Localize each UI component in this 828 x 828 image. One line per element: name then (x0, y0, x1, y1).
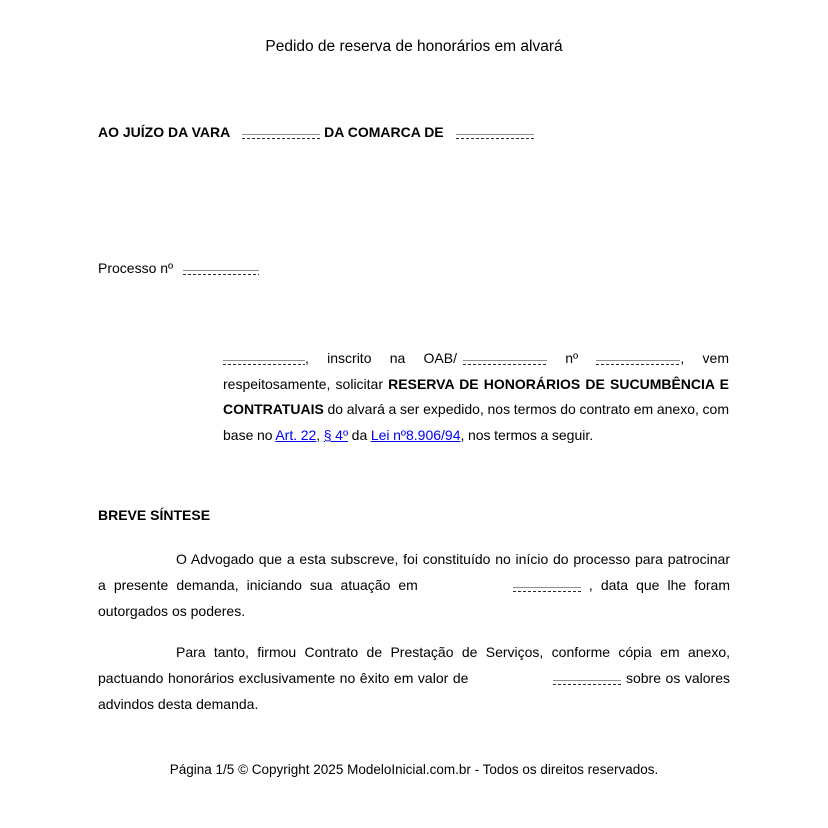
text-run: DA COMARCA DE (320, 124, 444, 140)
page-footer-copyright: Página 1/5 © Copyright 2025 ModeloInicial.com.br - Todos os direitos reservados. (169, 762, 659, 777)
blank-field[interactable] (553, 680, 621, 685)
legal-reference-link[interactable]: Lei nº8.906/94 (370, 426, 461, 443)
bold-run: RESERVA DE HONORÁRIOS DE SUCUMBÊNCIA E CONTRATUAIS (223, 375, 730, 417)
blank-field[interactable] (596, 360, 680, 365)
section-heading-breve-sintese: BREVE SÍNTESE (98, 507, 211, 523)
text-run: , nos termos a seguir. (460, 426, 594, 443)
legal-reference-link[interactable]: Art. 22 (275, 426, 317, 443)
paragraph-atuacao (98, 546, 730, 624)
text-run: , vem respeitosamente, solicitar (223, 350, 729, 392)
blank-field[interactable] (513, 587, 581, 592)
blank-field[interactable] (456, 134, 534, 139)
text-run: Para tanto, firmou Contrato de Prestação de Serviços, conforme cópia em anexo, pactuando honorários exclusivamente no êxito em valor de (98, 644, 730, 686)
text-run: , data que lhe foram outorgados os poderes. (98, 577, 730, 619)
text-run: sobre os valores advindos desta demanda. (98, 670, 730, 712)
addressee-line (98, 122, 738, 142)
petition-paragraph (223, 346, 729, 448)
document-title: Pedido de reserva de honorários em alvará (265, 38, 563, 55)
case-number-line (98, 258, 259, 278)
blank-field[interactable] (463, 360, 547, 365)
text-run: do alvará a ser expedido, nos termos do contrato em anexo, com base no (223, 401, 729, 443)
text-run: O Advogado que a esta subscreve, foi constituído no início do processo para patrocinar a presente demanda, iniciando sua atuação em (98, 551, 730, 593)
paragraph-contrato (98, 639, 730, 717)
text-run: AO JUÍZO DA VARA (98, 124, 231, 140)
blank-field[interactable] (242, 134, 320, 139)
blank-field[interactable] (223, 360, 305, 365)
text-run: , inscrito na OAB/ (305, 350, 457, 366)
text-run: nº (547, 350, 597, 366)
text-run: da (348, 426, 371, 443)
text-run: Processo nº (98, 260, 174, 276)
blank-field[interactable] (183, 270, 259, 275)
text-run: , (316, 426, 324, 443)
legal-reference-link[interactable]: § 4º (323, 426, 349, 443)
